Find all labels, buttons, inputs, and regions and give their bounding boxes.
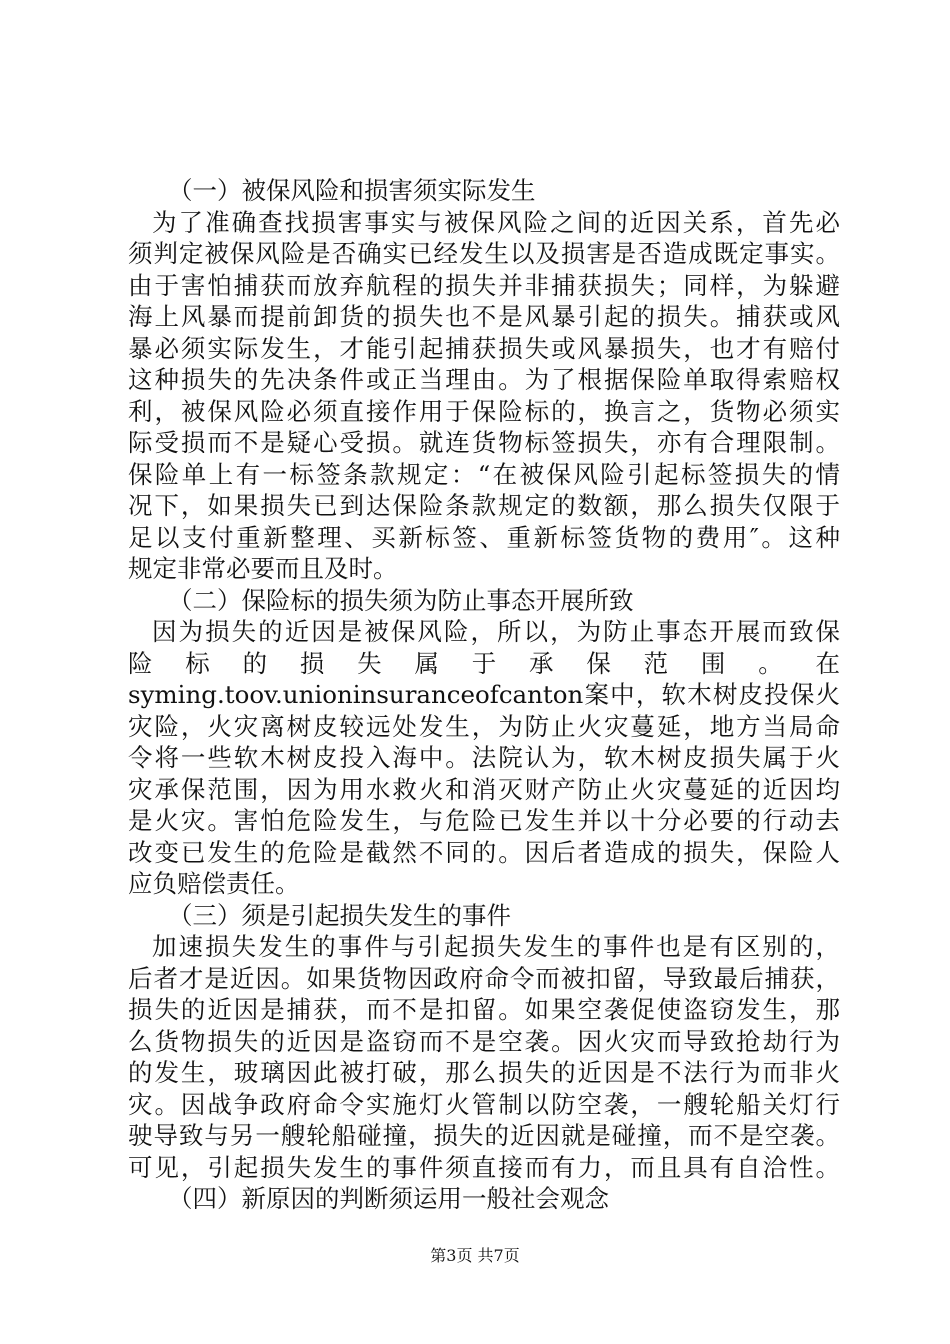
paragraph-line: 险 标 的 损 失 属 于 承 保 范 围 。 在 — [128, 648, 840, 678]
section-heading: （三）须是引起损失发生的事件 — [168, 900, 511, 930]
paragraph-line: 的发生，玻璃因此被打破，那么损失的近因是不法行为而非火 — [128, 1058, 840, 1087]
paragraph-line: syming.toov.unioninsuranceofcanton案中，软木树皮投保火 — [128, 680, 840, 709]
document-body — [128, 175, 840, 1215]
paragraph-line: 可见，引起损失发生的事件须直接而有力，而且具有自洽性。 — [128, 1152, 840, 1182]
paragraph-line: 灾承保范围，因为用水救火和消灭财产防止火灾蔓延的近因均 — [128, 774, 840, 804]
paragraph-line: 灾。因战争政府命令实施灯火管制以防空袭，一艘轮船关灯行 — [128, 1089, 840, 1119]
paragraph-line: 改变已发生的危险是截然不同的。因后者造成的损失，保险人 — [128, 837, 840, 867]
paragraph-line: 应负赔偿责任。 — [128, 869, 300, 898]
section-heading: （四）新原因的判断须运用一般社会观念 — [168, 1184, 609, 1213]
paragraph-line: 令将一些软木树皮投入海中。法院认为，软木树皮损失属于火 — [128, 743, 840, 772]
paragraph-line: 么货物损失的近因是盗窃而不是空袭。因火灾而导致抢劫行为 — [128, 1026, 840, 1056]
section-heading: （二）保险标的损失须为防止事态开展所致 — [168, 585, 634, 615]
paragraph-line: 须判定被保风险是否确实已经发生以及损害是否造成既定事实。 — [128, 239, 840, 268]
paragraph-line: 加速损失发生的事件与引起损失发生的事件也是有区别的， — [152, 932, 840, 961]
paragraph-line: 况下，如果损失已到达保险条款规定的数额，那么损失仅限于 — [128, 491, 840, 520]
paragraph-line: 利，被保风险必须直接作用于保险标的，换言之，货物必须实 — [128, 396, 840, 426]
paragraph-line: 际受损而不是疑心受损。就连货物标签损失，亦有合理限制。 — [128, 428, 840, 457]
paragraph-line: 由于害怕捕获而放弃航程的损失并非捕获损失；同样，为躲避 — [128, 270, 840, 300]
paragraph-line: 为了准确查找损害事实与被保风险之间的近因关系，首先必 — [152, 207, 840, 237]
paragraph-line: 因为损失的近因是被保风险，所以，为防止事态开展而致保 — [152, 617, 840, 646]
page-footer: 第3页 共7页 — [430, 1246, 520, 1265]
paragraph-line: 规定非常必要而且及时。 — [128, 554, 398, 583]
paragraph-line: 驶导致与另一艘轮船碰撞，损失的近因就是碰撞，而不是空袭。 — [128, 1121, 840, 1150]
paragraph-line: 足以支付重新整理、买新标签、重新标签货物的费用″。这种 — [128, 522, 840, 552]
section-heading: （一）被保风险和损害须实际发生 — [168, 176, 536, 205]
paragraph-line: 这种损失的先决条件或正当理由。为了根据保险单取得索赔权 — [128, 365, 840, 394]
paragraph-line: 灾险，火灾离树皮较远处发生，为防止火灾蔓延，地方当局命 — [128, 711, 840, 741]
paragraph-line: 损失的近因是捕获，而不是扣留。如果空袭促使盗窃发生，那 — [128, 995, 840, 1024]
paragraph-line: 保险单上有一标签条款规定：“在被保风险引起标签损失的情 — [128, 459, 840, 489]
paragraph-line: 后者才是近因。如果货物因政府命令而被扣留，导致最后捕获， — [128, 963, 840, 993]
paragraph-line: 暴必须实际发生，才能引起捕获损失或风暴损失，也才有赔付 — [128, 333, 840, 363]
paragraph-line: 是火灾。害怕危险发生，与危险已发生并以十分必要的行动去 — [128, 806, 840, 835]
paragraph-line: 海上风暴而提前卸货的损失也不是风暴引起的损失。捕获或风 — [128, 302, 840, 331]
